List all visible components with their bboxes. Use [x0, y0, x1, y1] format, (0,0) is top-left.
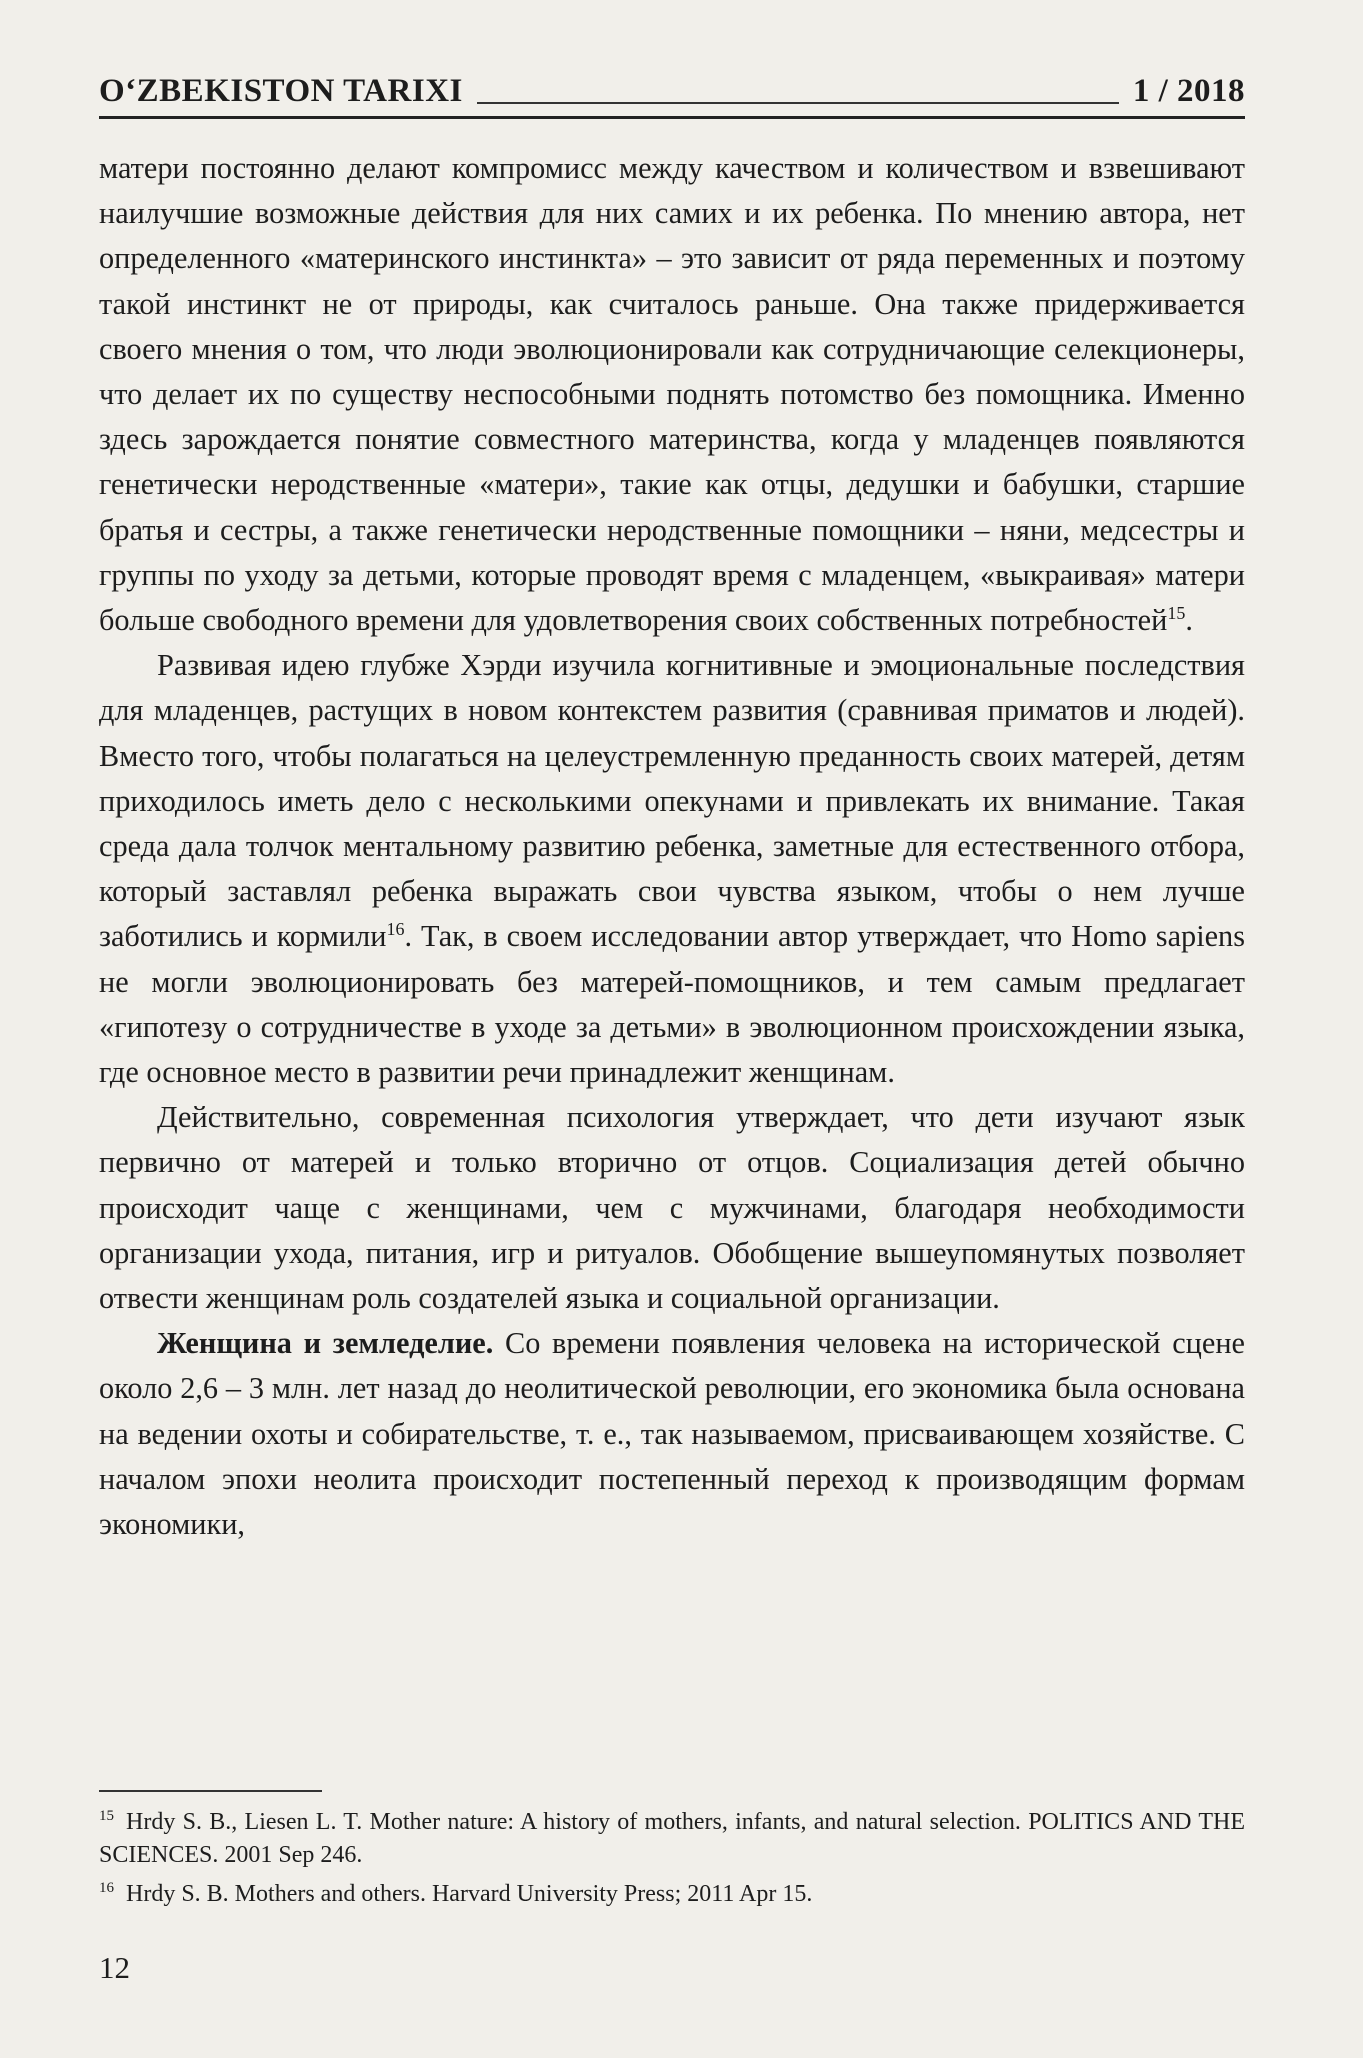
- paragraph-1-tail: .: [1185, 603, 1193, 638]
- footnote-number: 15: [99, 1808, 114, 1824]
- paragraph-3: Действительно, современная психология утверждает, что дети изучают язык первично от матерей и только вторично от отцов. Социализация детей обычно происходит чаще с женщинами, чем с мужчинами, благодаря необходимости организации ухода, питания, игр и ритуалов. Обобщение вышеупомянутых позволяет отвести женщинам роль создателей языка и социальной организации.: [99, 1100, 1245, 1316]
- issue-number: 1 / 2018: [1132, 73, 1245, 109]
- paragraph-1: [99, 146, 1245, 643]
- footnote-text: Hrdy S. B., Liesen L. T. Mother nature: A history of mothers, infants, and natural selection. POLITICS AND THE SCIENCES. 2001 Sep 246.: [99, 1809, 1245, 1868]
- footnote-separator: [99, 1790, 322, 1792]
- footnote-ref-15: 15: [1167, 602, 1186, 623]
- page-number: 12: [99, 1950, 130, 1985]
- footnote-ref-16: 16: [386, 919, 405, 940]
- paragraph-1-text: матери постоянно делают компромисс между качеством и количеством и взвешивают наилучшие возможные действия для них самих и их ребенка. По мнению автора, нет определенного «материнского инстинкта» – это зависит от ряда переменных и поэтому такой инстинкт не от природы, как считалось раньше. Она также придерживается своего мнения о том, что люди эволюционировали как сотрудничающие селекционеры, что делает их по существу неспособными поднять потомство без помощника. Именно здесь зарождается понятие совместного материнства, когда у младенцев появляются генетически неродственные «матери», такие как отцы, дедушки и бабушки, старшие братья и сестры, а также генетически неродственные помощники – няни, медсестры и группы по уходу за детьми, которые проводят время с младенцем, «выкраивая» матери больше свободного времени для удовлетворения своих собственных потребностей: [99, 151, 1245, 638]
- section-heading: Женщина и земледелие.: [157, 1326, 494, 1361]
- paragraph-4: [99, 1321, 1245, 1547]
- paragraph-2-text-b: . Так, в своем исследовании автор утверждает, что Homo sapiens не могли эволюционировать без матерей-помощников, и тем самым предлагает «гипотезу о сотрудничестве в уходе за детьми» в эволюционном происхождении языка, где основное место в развитии речи принадлежит женщинам.: [99, 919, 1245, 1090]
- header-rule: [477, 102, 1119, 104]
- footnote-number: 16: [99, 1880, 114, 1896]
- paragraph-4-text: Со времени появления человека на исторической сцене около 2,6 – 3 млн. лет назад до неолитической революции, его экономика была основана на ведении охоты и собирательстве, т. е., так называемом, присваивающем хозяйстве. С началом эпохи неолита происходит постепенный переход к производящим формам экономики,: [99, 1326, 1246, 1542]
- journal-title: O‘ZBEKISTON TARIXI: [99, 73, 463, 109]
- footnote-16: [99, 1878, 1245, 1911]
- article-body: [99, 146, 1245, 1547]
- paragraph-2: [99, 643, 1245, 1095]
- running-header: [99, 60, 1245, 119]
- footnotes: [99, 1806, 1245, 1917]
- footnote-text: Hrdy S. B. Mothers and others. Harvard University Press; 2011 Apr 15.: [126, 1881, 813, 1907]
- footnote-15: [99, 1806, 1245, 1872]
- paragraph-2-text-a: Развивая идею глубже Хэрди изучила когнитивные и эмоциональные последствия для младенцев, растущих в новом контекстем развития (сравнивая приматов и людей). Вместо того, чтобы полагаться на целеустремленную преданность своих матерей, детям приходилось иметь дело с несколькими опекунами и привлекать их внимание. Такая среда дала толчок ментальному развитию ребенка, заметные для естественного отбора, который заставлял ребенка выражать свои чувства языком, чтобы о нем лучше заботились и кормили: [99, 648, 1245, 954]
